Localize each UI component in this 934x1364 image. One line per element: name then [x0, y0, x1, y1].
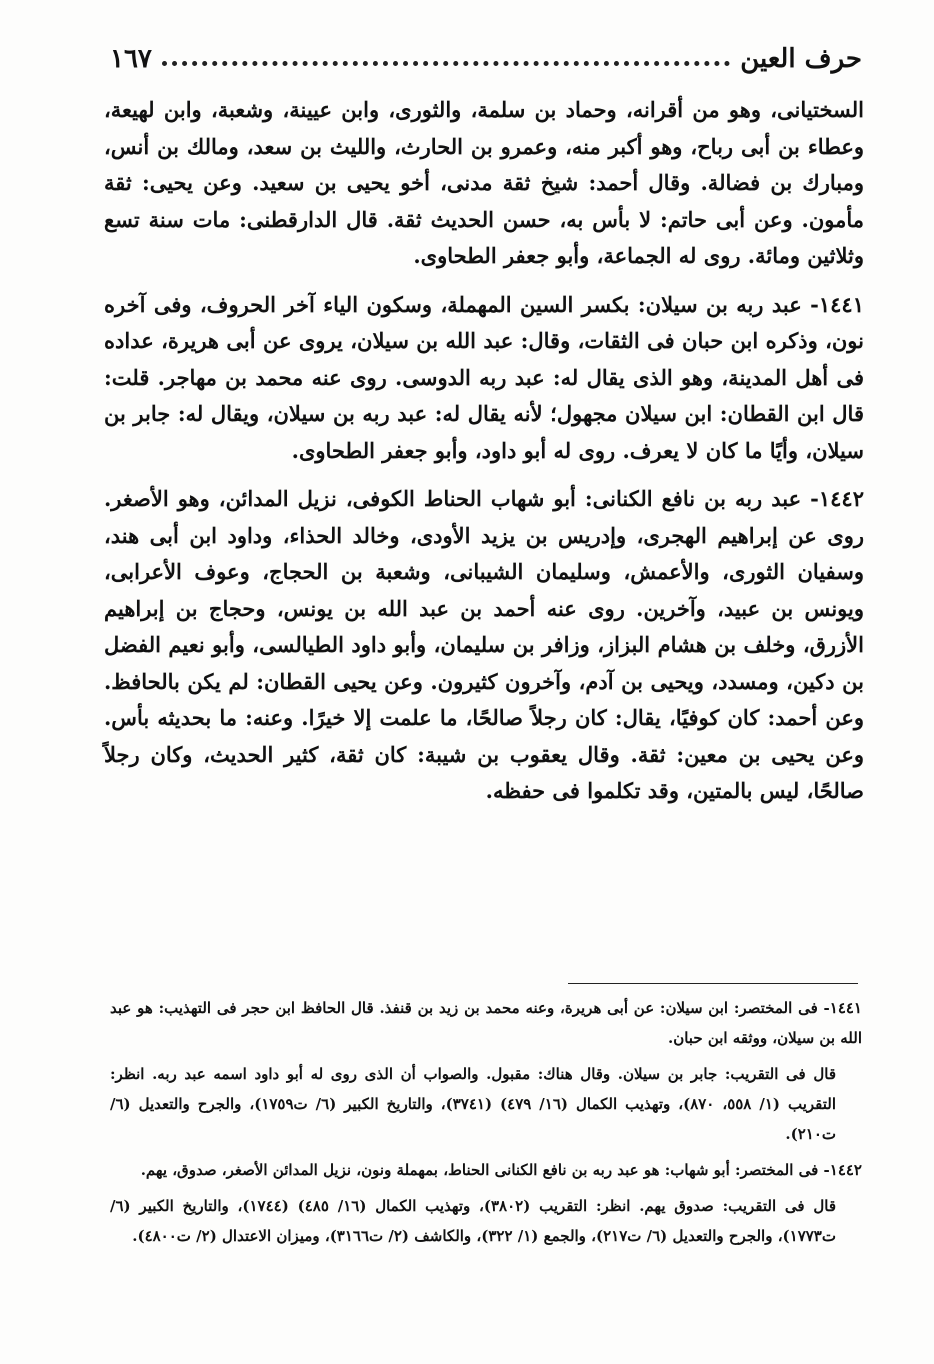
footnote-1441-summary: ١٤٤١- فى المختصر: ابن سيلان: عن أبى هريرة، وعنه محمد بن زيد بن قنفذ. قال الحافظ ابن حجر فى التهذيب: هو عبد الله بن سيلان، ووثقه ابن حبان. — [110, 999, 862, 1047]
running-header — [110, 38, 862, 80]
header-dotted-leader — [162, 61, 730, 66]
paragraph-continuation: السختيانى، وهو من أقرانه، وحماد بن سلمة، والثورى، وابن عيينة، وشعبة، وابن لهيعة، وعطاء بن أبى رباح، وهو أكبر منه، وعمرو بن الحارث، والليث بن سعد، ومالك بن أنس، ومبارك بن فضالة. وقال أحمد: شيخ ثقة مدنى، أخو يحيى بن سعيد. وعن يحيى: ثقة مأمون. وعن أبى حاتم: لا بأس به، حسن الحديث ثقة. قال الدارقطنى: مات سنة تسع وثلاثين ومائة. روى له الجماعة، وأبو جعفر الطحاوى. — [104, 97, 864, 268]
footnote-1442-summary: ١٤٤٢- فى المختصر: أبو شهاب: هو عبد ربه بن نافع الكنانى الحناط، بمهملة ونون، نزيل المدائن الأصغر، صدوق، يهم. — [140, 1161, 862, 1179]
footnotes — [110, 993, 862, 1257]
footnote-1441-references: قال فى التقريب: جابر بن سيلان. وقال هناك: مقبول. والصواب أن الذى روى له أبو داود اسمه عبد ربه. انظر: التقريب (١/ ٥٥٨، ٨٧٠)، وتهذيب الكمال (١٦/ ٤٧٩) (٣٧٤١)، والتاريخ الكبير (٦/ ت١٧٥٩)، والجرح والتعديل (٦/ ت٢١٠). — [110, 1065, 837, 1143]
entry-1441: ١٤٤١- عبد ربه بن سيلان: بكسر السين المهملة، وسكون الياء آخر الحروف، وفى آخره نون، وذكره ابن حبان فى الثقات، وقال: عبد الله بن سيلان، يروى عن أبى هريرة، عداده فى أهل المدينة، وهو الذى يقال له: عبد ربه الدوسى. روى عنه محمد بن مهاجر. قلت: قال ابن القطان: ابن سيلان مجهول؛ لأنه يقال له: عبد ربه بن سيلان، ويقال له: جابر بن سيلان، وأيًا ما كان لا يعرف. روى له أبو داود، وأبو جعفر الطحاوى. — [104, 291, 864, 463]
chapter-title: حرف العين — [740, 44, 862, 74]
main-text — [104, 92, 864, 822]
page-number: ١٦٧ — [110, 44, 152, 74]
footnote-separator — [568, 983, 858, 984]
entry-1442: ١٤٤٢- عبد ربه بن نافع الكنانى: أبو شهاب الحناط الكوفى، نزيل المدائن، وهو الأصغر. روى عن إبراهيم الهجرى، وإدريس بن يزيد الأودى، وخالد الحذاء، وداود ابن أبى هند، وسفيان الثورى، والأعمش، وسليمان الشيبانى، وشعبة بن الحجاج، وعوف الأعرابى، ويونس بن عبيد، وآخرين. روى عنه أحمد بن عبد الله بن يونس، وحجاج بن إبراهيم الأزرق، وخلف بن هشام البزاز، وزافر بن سليمان، وأبو داود الطيالسى، وأبو نعيم الفضل بن دكين، ومسدد، ويحيى بن آدم، وآخرون كثيرون. وعن يحيى القطان: لم يكن بالحافظ. وعن أحمد: كان كوفيًا، يقال: كان رجلاً صالحًا، ما علمت إلا خيرًا. وعنه: ما بحديثه بأس. وعن يحيى بن معين: ثقة. وقال يعقوب بن شيبة: كان ثقة، كثير الحديث، وكان رجلاً صالحًا، ليس بالمتين، وقد تكلموا فى حفظه. — [104, 486, 864, 803]
footnote-1442-references: قال فى التقريب: صدوق يهم. انظر: التقريب (٣٨٠٢)، وتهذيب الكمال (١٦/ ٤٨٥) (١٧٤٤)، والتاريخ الكبير (٦/ ت١٧٧٣)، والجرح والتعديل (٦/ ت٢١٧)، والجمع (١/ ٣٢٢)، والكاشف (٢/ ت٣١٦٦)، وميزان الاعتدال (٢/ ت٤٨٠٠). — [110, 1197, 837, 1245]
